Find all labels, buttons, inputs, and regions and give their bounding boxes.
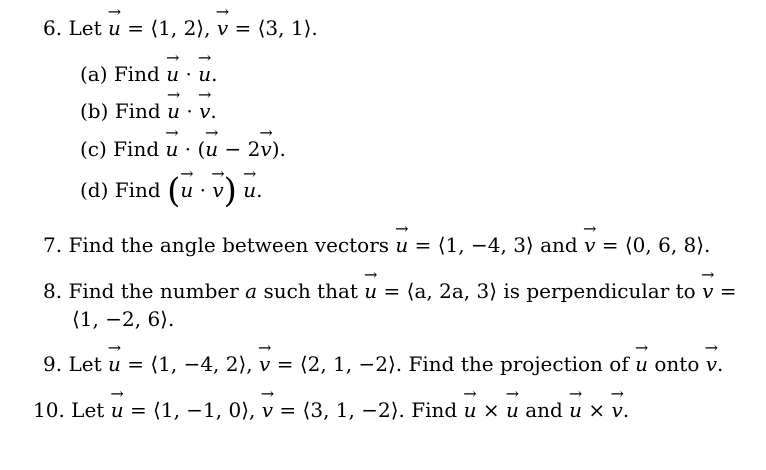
problem-text: Find (411, 398, 458, 422)
problem-text: Find the projection of (408, 352, 629, 376)
vector-v: → v (612, 396, 623, 424)
equation: = ⟨1, −4, 3⟩ (414, 233, 534, 257)
vector-v: → v (259, 350, 270, 378)
vector-v: → v (212, 176, 223, 204)
part-text: Find (113, 137, 160, 161)
problem-text: such that (263, 279, 358, 303)
vector-u: → u (166, 135, 179, 163)
problem-6d (80, 171, 263, 211)
punctuation: . (211, 62, 218, 86)
vector-u: → u (108, 14, 121, 42)
cross-operator: × (588, 398, 606, 422)
problem-number: 10. (33, 398, 65, 422)
conjunction: and (540, 233, 578, 257)
problem-9 (43, 350, 723, 378)
equation: = ⟨0, 6, 8⟩. (601, 233, 711, 257)
punctuation: ). (271, 137, 286, 161)
problem-text: Let (68, 16, 102, 40)
vector-u: → u (569, 396, 582, 424)
vector-u: → u (167, 97, 180, 125)
vector-u: → u (111, 396, 124, 424)
vector-v: → v (260, 135, 271, 163)
vector-u: → u (635, 350, 648, 378)
equation: = ⟨1, −4, 2⟩, (127, 352, 253, 376)
problem-6b (80, 97, 217, 125)
problem-number: 9. (43, 352, 63, 376)
vector-u: → u (364, 277, 377, 305)
part-text: Find (113, 62, 160, 86)
variable-a: a (245, 279, 258, 303)
vector-u: → u (243, 176, 256, 204)
punctuation: . (717, 352, 724, 376)
problem-text: onto (654, 352, 700, 376)
problem-number: 6. (43, 16, 63, 40)
problem-7 (43, 231, 710, 259)
problem-8 (43, 277, 737, 305)
vector-u: → u (205, 135, 218, 163)
part-label: (a) (80, 62, 108, 86)
part-label: (c) (80, 137, 107, 161)
part-label: (b) (80, 99, 109, 123)
right-paren: ) (223, 171, 237, 211)
equation: ⟨1, −2, 6⟩. (72, 307, 175, 331)
part-text: Find (114, 178, 161, 202)
problem-text: Let (71, 398, 105, 422)
problem-6a (80, 60, 217, 88)
vector-v: → v (199, 97, 210, 125)
problem-text: Find the number (68, 279, 239, 303)
minus-operator: − 2 (224, 137, 261, 161)
dot-operator: · (186, 99, 193, 123)
dot-operator: · ( (184, 137, 206, 161)
cross-operator: × (482, 398, 500, 422)
equation: = ⟨1, 2⟩, (127, 16, 211, 40)
equation: = ⟨2, 1, −2⟩. (276, 352, 403, 376)
vector-v: → v (706, 350, 717, 378)
problem-8-continuation (72, 305, 174, 333)
equation: = ⟨a, 2a, 3⟩ (383, 279, 497, 303)
equation: = ⟨3, 1, −2⟩. (279, 398, 405, 422)
vector-u: → u (506, 396, 519, 424)
vector-v: → v (262, 396, 273, 424)
punctuation: . (622, 398, 630, 422)
dot-operator: · (185, 62, 192, 86)
problem-6 (43, 14, 318, 42)
equation: = ⟨1, −1, 0⟩, (129, 398, 256, 422)
problem-number: 7. (43, 233, 63, 257)
vector-u: → u (180, 176, 193, 204)
vector-u: → u (166, 60, 179, 88)
vector-u: → u (108, 350, 121, 378)
part-text: Find (114, 99, 161, 123)
punctuation: . (256, 178, 263, 202)
equation: = ⟨3, 1⟩. (234, 16, 318, 40)
conjunction: and (525, 398, 563, 422)
problem-text: is perpendicular to (503, 279, 696, 303)
problem-6c (80, 135, 286, 163)
dot-operator: · (199, 178, 206, 202)
punctuation: . (210, 99, 217, 123)
vector-v: → v (702, 277, 713, 305)
problem-text: Let (68, 352, 102, 376)
equation: = (719, 279, 737, 303)
problem-number: 8. (43, 279, 63, 303)
problem-10 (33, 396, 629, 424)
vector-u: → u (395, 231, 408, 259)
problem-text: Find the angle between vectors (68, 233, 390, 257)
vector-u: → u (464, 396, 477, 424)
left-paren: ( (167, 171, 181, 211)
vector-u: → u (198, 60, 211, 88)
part-label: (d) (80, 178, 109, 202)
vector-v: → v (584, 231, 595, 259)
vector-v: → v (217, 14, 228, 42)
